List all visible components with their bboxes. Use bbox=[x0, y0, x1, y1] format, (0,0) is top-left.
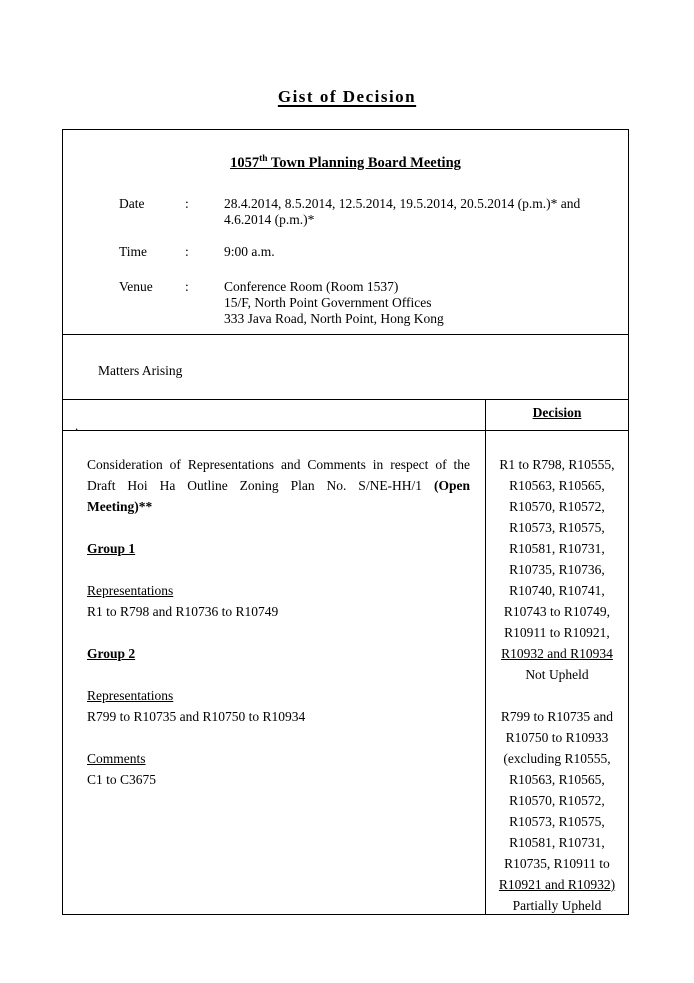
decision-line: R10573, R10575, bbox=[509, 814, 605, 829]
spacer bbox=[87, 622, 470, 643]
time-label: Time bbox=[119, 243, 148, 259]
matters-arising-section bbox=[63, 334, 628, 399]
spacer bbox=[87, 664, 470, 685]
group2-representations-heading: Representations bbox=[87, 688, 174, 703]
meeting-details bbox=[119, 196, 628, 327]
group1-decision-result: Not Upheld bbox=[525, 667, 589, 682]
decision-line: R10932 and R10934 bbox=[501, 646, 613, 661]
item-description bbox=[87, 454, 470, 517]
venue-value-line: Conference Room (Room 1537) bbox=[224, 278, 399, 294]
page-title bbox=[0, 87, 694, 107]
meeting-info-section bbox=[63, 130, 628, 334]
group1-heading: Group 1 bbox=[87, 541, 136, 556]
time-colon: : bbox=[185, 243, 189, 259]
agenda-item-row bbox=[63, 430, 628, 914]
item-description-text: Consideration of Representations and Comments in respect of the Draft Hoi Ha Outline Zoning Plan No. S/NE-HH/1 bbox=[87, 457, 470, 493]
decision-line: R10911 to R10921, bbox=[504, 625, 610, 640]
decision-cell bbox=[486, 431, 628, 914]
decision-line: R10750 to R10933 bbox=[505, 730, 609, 745]
venue-value bbox=[224, 279, 596, 327]
item-description-cell bbox=[63, 431, 486, 914]
decision-line: R799 to R10735 and bbox=[500, 709, 614, 724]
decision-line: R10570, R10572, bbox=[509, 499, 605, 514]
decision-line: R10573, R10575, bbox=[509, 520, 605, 535]
spacer bbox=[87, 559, 470, 580]
decision-line: (excluding R10555, bbox=[503, 751, 611, 766]
decision-line: R10735, R10736, bbox=[509, 562, 605, 577]
date-value-line: 4.6.2014 (p.m.)* bbox=[224, 211, 315, 227]
gist-table bbox=[62, 129, 629, 915]
page-title-text: Gist of Decision bbox=[277, 87, 417, 106]
meeting-number: 1057 bbox=[230, 154, 260, 171]
open-meeting-note: (Open Meeting)** bbox=[87, 478, 470, 514]
date-value bbox=[224, 196, 596, 228]
meeting-number-ordinal: th bbox=[259, 154, 268, 164]
column-header-row bbox=[63, 399, 628, 433]
decision-line: R10921 and R10932) bbox=[498, 877, 616, 892]
item-header-cell bbox=[63, 400, 486, 433]
stray-period-mark: . bbox=[75, 418, 79, 433]
group2-representations-range: R799 to R10735 and R10750 to R10934 bbox=[87, 709, 306, 724]
time-value-line: 9:00 a.m. bbox=[224, 243, 275, 259]
group2-heading: Group 2 bbox=[87, 646, 136, 661]
meeting-title-text bbox=[230, 155, 461, 171]
group1-representations-heading: Representations bbox=[87, 583, 174, 598]
decision-line: R1 to R798, R10555, bbox=[499, 457, 615, 472]
meeting-title bbox=[63, 130, 628, 172]
decision-line: R10581, R10731, bbox=[509, 835, 605, 850]
date-label: Date bbox=[119, 195, 145, 211]
venue-value-line: 15/F, North Point Government Offices bbox=[224, 294, 432, 310]
venue-value-line: 333 Java Road, North Point, Hong Kong bbox=[224, 310, 444, 326]
venue-row bbox=[119, 279, 628, 327]
meeting-title-rest: Town Planning Board Meeting bbox=[267, 154, 461, 171]
group2-decision-result: Partially Upheld bbox=[512, 898, 602, 913]
decision-column-header: Decision bbox=[532, 405, 582, 420]
date-row bbox=[119, 196, 628, 228]
decision-line: R10740, R10741, bbox=[509, 583, 605, 598]
comments-range: C1 to C3675 bbox=[87, 772, 157, 787]
time-value bbox=[224, 244, 596, 260]
group1-representations-range: R1 to R798 and R10736 to R10749 bbox=[87, 604, 279, 619]
decision-line: R10563, R10565, bbox=[509, 772, 605, 787]
decision-line: R10743 to R10749, bbox=[503, 604, 611, 619]
comments-heading: Comments bbox=[87, 751, 146, 766]
time-row bbox=[119, 244, 628, 260]
decision-line: R10581, R10731, bbox=[509, 541, 605, 556]
date-colon: : bbox=[185, 195, 189, 211]
decision-header-cell bbox=[486, 400, 628, 430]
spacer bbox=[486, 685, 628, 706]
decision-line: R10563, R10565, bbox=[509, 478, 605, 493]
venue-colon: : bbox=[185, 278, 189, 294]
spacer bbox=[87, 517, 470, 538]
spacer bbox=[87, 727, 470, 748]
decision-line: R10570, R10572, bbox=[509, 793, 605, 808]
decision-line: R10735, R10911 to bbox=[504, 856, 610, 871]
venue-label: Venue bbox=[119, 278, 153, 294]
matters-arising-label: Matters Arising bbox=[98, 363, 183, 378]
date-value-line: 28.4.2014, 8.5.2014, 12.5.2014, 19.5.2014, 20.5.2014 (p.m.)* and bbox=[224, 195, 581, 211]
